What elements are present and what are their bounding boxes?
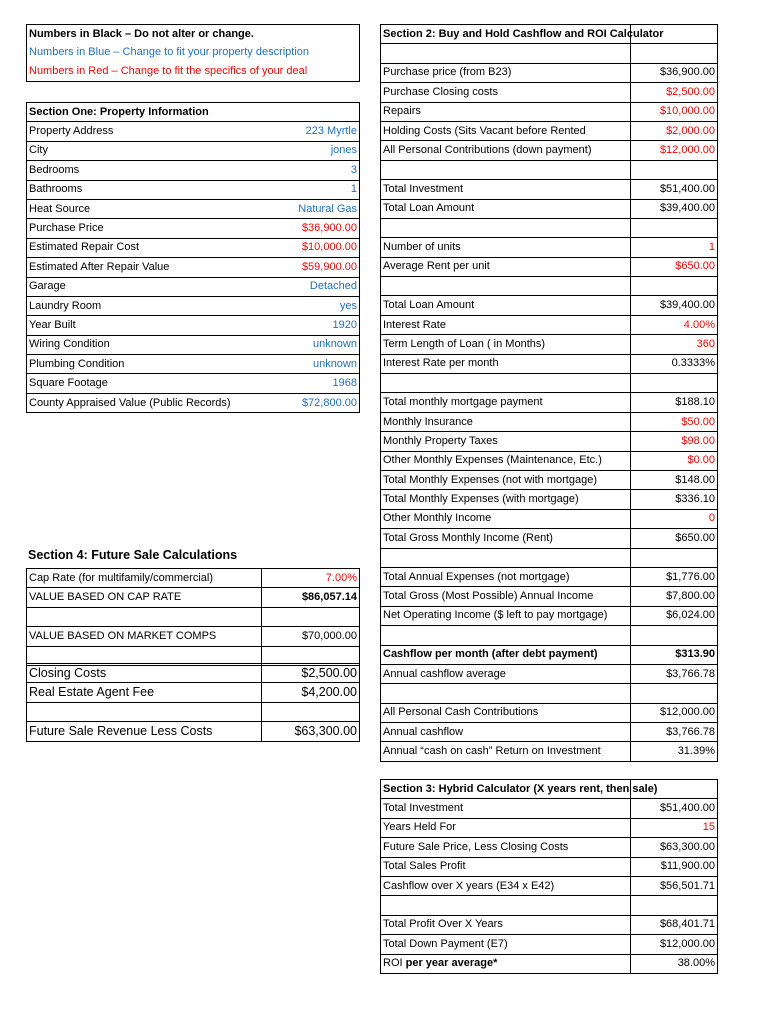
year-built-value[interactable]: 1920: [257, 316, 360, 335]
row-label: Closing Costs: [27, 664, 262, 683]
row-label: County Appraised Value (Public Records): [27, 393, 257, 412]
row-label: Property Address: [27, 122, 257, 141]
row-label: Heat Source: [27, 199, 257, 218]
table-row: [381, 509, 718, 528]
cash-on-cash-roi-value: 31.39%: [631, 742, 718, 761]
square-footage-value[interactable]: 1968: [257, 374, 360, 393]
row-label: Total Sales Profit: [381, 857, 631, 876]
row-label: Monthly Insurance: [381, 412, 631, 431]
table-row: [381, 645, 718, 664]
insurance-input[interactable]: $50.00: [631, 412, 718, 431]
row-label: Total Investment: [381, 799, 631, 818]
row-label: City: [27, 141, 257, 160]
table-row: [381, 857, 718, 876]
property-address-value[interactable]: 223 Myrtle: [257, 122, 360, 141]
row-label: Future Sale Revenue Less Costs: [27, 722, 262, 741]
closing-costs-input[interactable]: $2,500.00: [631, 83, 718, 102]
table-row: [381, 876, 718, 895]
row-label: Total Monthly Expenses (with mortgage): [381, 490, 631, 509]
other-income-input[interactable]: 0: [631, 509, 718, 528]
legend-blue: Numbers in Blue – Change to fit your property description: [27, 44, 360, 63]
total-loan-value: $39,400.00: [631, 199, 718, 218]
table-row: [381, 335, 718, 354]
row-label: Year Built: [27, 316, 257, 335]
section-four-costs-table: [26, 663, 360, 742]
section-one-table: [26, 102, 360, 413]
mortgage-payment-value: $188.10: [631, 393, 718, 412]
hybrid-total-investment-value: $51,400.00: [631, 799, 718, 818]
annual-cashflow-average-value: $3,766.78: [631, 664, 718, 683]
city-value[interactable]: jones: [257, 141, 360, 160]
table-row: [27, 335, 360, 354]
table-row: [27, 664, 360, 683]
table-row: [27, 374, 360, 393]
monthly-rate-value: 0.3333%: [631, 354, 718, 373]
row-label: Cashflow per month (after debt payment): [381, 645, 631, 664]
row-label: Term Length of Loan ( in Months): [381, 335, 631, 354]
table-row: [381, 723, 718, 742]
row-label: Total Investment: [381, 180, 631, 199]
row-label: Number of units: [381, 238, 631, 257]
row-label: Estimated Repair Cost: [27, 238, 257, 257]
legend-box: [26, 24, 360, 82]
term-length-input[interactable]: 360: [631, 335, 718, 354]
row-label: Bedrooms: [27, 161, 257, 180]
table-row: [381, 83, 718, 102]
table-row: [27, 141, 360, 160]
table-row: [27, 588, 360, 607]
table-row: [381, 470, 718, 489]
annual-cashflow-value: $3,766.78: [631, 723, 718, 742]
row-label: Purchase Closing costs: [381, 83, 631, 102]
row-label: Holding Costs (Sits Vacant before Rented: [381, 121, 631, 140]
row-label: Garage: [27, 277, 257, 296]
table-row: [27, 238, 360, 257]
table-row: [27, 683, 360, 702]
row-label: Plumbing Condition: [27, 355, 257, 374]
row-label: Monthly Property Taxes: [381, 432, 631, 451]
roi-label-rest: per year average*: [402, 957, 498, 970]
row-label: Cashflow over X years (E34 x E42): [381, 876, 631, 895]
row-label: Interest Rate per month: [381, 354, 631, 373]
annual-expenses-value: $1,776.00: [631, 567, 718, 586]
row-label: Total Loan Amount: [381, 199, 631, 218]
row-label: VALUE BASED ON MARKET COMPS: [27, 627, 262, 646]
table-row: [381, 199, 718, 218]
table-row: [27, 627, 360, 646]
table-row: [27, 161, 360, 180]
section-four-title: Section 4: Future Sale Calculations: [28, 548, 238, 562]
row-label: Total Gross (Most Possible) Annual Income: [381, 587, 631, 606]
heat-source-value[interactable]: Natural Gas: [257, 199, 360, 218]
purchase-price-calc: $36,900.00: [631, 63, 718, 82]
table-row: [27, 219, 360, 238]
row-label: VALUE BASED ON CAP RATE: [27, 588, 262, 607]
total-down-payment-value: $12,000.00: [631, 935, 718, 954]
table-row: [27, 258, 360, 277]
table-row: [27, 296, 360, 315]
legend-red: Numbers in Red – Change to fit the specifics of your deal: [27, 62, 360, 81]
row-label: Average Rent per unit: [381, 257, 631, 276]
row-label: Annual cashflow: [381, 723, 631, 742]
row-label: Total Annual Expenses (not mortgage): [381, 567, 631, 586]
row-label: Real Estate Agent Fee: [27, 683, 262, 702]
laundry-room-value[interactable]: yes: [257, 296, 360, 315]
holding-costs-input[interactable]: $2,000.00: [631, 121, 718, 140]
future-sale-revenue-value: $63,300.00: [262, 722, 360, 741]
row-label: Annual “cash on cash” Return on Investment: [381, 742, 631, 761]
row-label: Total Gross Monthly Income (Rent): [381, 529, 631, 548]
table-row: [381, 490, 718, 509]
table-row: [381, 915, 718, 934]
total-profit-value: $68,401.71: [631, 915, 718, 934]
table-row: [381, 664, 718, 683]
repair-cost-value[interactable]: $10,000.00: [257, 238, 360, 257]
row-label: Repairs: [381, 102, 631, 121]
table-row: [381, 354, 718, 373]
table-row: [27, 316, 360, 335]
row-label: Bathrooms: [27, 180, 257, 199]
table-row: [381, 567, 718, 586]
table-row: [381, 703, 718, 722]
future-sale-price-value: $63,300.00: [631, 838, 718, 857]
row-label: Cap Rate (for multifamily/commercial): [27, 569, 262, 588]
garage-value[interactable]: Detached: [257, 277, 360, 296]
after-repair-value[interactable]: $59,900.00: [257, 258, 360, 277]
table-row: [381, 818, 718, 837]
legend-black: Numbers in Black – Do not alter or change.: [27, 25, 360, 44]
repairs-input[interactable]: $10,000.00: [631, 102, 718, 121]
table-row: [27, 393, 360, 412]
row-label: Years Held For: [381, 818, 631, 837]
cap-rate-value: $86,057.14: [262, 588, 360, 607]
row-label: Net Operating Income ($ left to pay mortgage): [381, 606, 631, 625]
section-two-title: Section 2: Buy and Hold Cashflow and ROI Calculator: [381, 25, 631, 44]
table-row: [381, 432, 718, 451]
market-comps-value: $70,000.00: [262, 627, 360, 646]
cash-contributions-value: $12,000.00: [631, 703, 718, 722]
section-three-table: [380, 779, 718, 974]
bedrooms-value[interactable]: 3: [257, 161, 360, 180]
table-row: [381, 412, 718, 431]
expenses-no-mortgage-value: $148.00: [631, 470, 718, 489]
table-row: [381, 121, 718, 140]
row-label: Annual cashflow average: [381, 664, 631, 683]
row-label: Interest Rate: [381, 315, 631, 334]
rent-input[interactable]: $650.00: [631, 257, 718, 276]
monthly-cashflow-value: $313.90: [631, 645, 718, 664]
roi-label: [381, 954, 631, 973]
loan-amount-value: $39,400.00: [631, 296, 718, 315]
table-row: [381, 102, 718, 121]
row-label: Wiring Condition: [27, 335, 257, 354]
table-row: [381, 954, 718, 973]
row-label: Future Sale Price, Less Closing Costs: [381, 838, 631, 857]
row-label: All Personal Cash Contributions: [381, 703, 631, 722]
table-row: [381, 141, 718, 160]
table-row: [27, 180, 360, 199]
table-row: [381, 180, 718, 199]
section-three-title: Section 3: Hybrid Calculator (X years rent, then sale): [381, 780, 631, 799]
table-row: [27, 199, 360, 218]
row-label: Estimated After Repair Value: [27, 258, 257, 277]
table-row: [381, 451, 718, 470]
bathrooms-value[interactable]: 1: [257, 180, 360, 199]
agent-fee-value: $4,200.00: [262, 683, 360, 702]
row-label: Total Profit Over X Years: [381, 915, 631, 934]
table-row: [381, 238, 718, 257]
section-four-table: [26, 568, 360, 666]
row-label: Total Down Payment (E7): [381, 935, 631, 954]
row-label: All Personal Contributions (down payment): [381, 141, 631, 160]
table-row: [381, 315, 718, 334]
roi-per-year-value: 38.00%: [631, 954, 718, 973]
table-row: [381, 529, 718, 548]
table-row: [381, 257, 718, 276]
table-row: [27, 569, 360, 588]
row-label: Total Monthly Expenses (not with mortgage): [381, 470, 631, 489]
table-row: [381, 935, 718, 954]
units-input[interactable]: 1: [631, 238, 718, 257]
section-one-title: Section One: Property Information: [27, 103, 360, 122]
row-label: Purchase Price: [27, 219, 257, 238]
wiring-condition-value[interactable]: unknown: [257, 335, 360, 354]
annual-income-value: $7,800.00: [631, 587, 718, 606]
other-expenses-input[interactable]: $0.00: [631, 451, 718, 470]
total-investment-value: $51,400.00: [631, 180, 718, 199]
section-two-table: [380, 24, 718, 762]
table-row: [381, 838, 718, 857]
table-row: [27, 277, 360, 296]
table-row: [381, 606, 718, 625]
property-taxes-input[interactable]: $98.00: [631, 432, 718, 451]
row-label: Other Monthly Income: [381, 509, 631, 528]
table-row: [27, 122, 360, 141]
gross-monthly-income-value: $650.00: [631, 529, 718, 548]
table-row: [381, 587, 718, 606]
noi-value: $6,024.00: [631, 606, 718, 625]
row-label: Other Monthly Expenses (Maintenance, Etc.): [381, 451, 631, 470]
roi-label-lead: ROI: [383, 957, 403, 970]
row-label: Square Footage: [27, 374, 257, 393]
table-row: [27, 722, 360, 741]
table-row: [381, 393, 718, 412]
table-row: [381, 742, 718, 761]
total-sales-profit-value: $11,900.00: [631, 857, 718, 876]
table-row: [381, 63, 718, 82]
years-held-input[interactable]: 15: [631, 818, 718, 837]
sale-closing-costs-value: $2,500.00: [262, 664, 360, 683]
expenses-with-mortgage-value: $336.10: [631, 490, 718, 509]
row-label: Total monthly mortgage payment: [381, 393, 631, 412]
down-payment-input[interactable]: $12,000.00: [631, 141, 718, 160]
row-label: Laundry Room: [27, 296, 257, 315]
row-label: Purchase price (from B23): [381, 63, 631, 82]
appraised-value[interactable]: $72,800.00: [257, 393, 360, 412]
purchase-price-value[interactable]: $36,900.00: [257, 219, 360, 238]
plumbing-condition-value[interactable]: unknown: [257, 355, 360, 374]
cap-rate-input[interactable]: 7.00%: [262, 569, 360, 588]
row-label: Total Loan Amount: [381, 296, 631, 315]
table-row: [27, 355, 360, 374]
table-row: [381, 799, 718, 818]
cashflow-x-years-value: $56,501.71: [631, 876, 718, 895]
table-row: [381, 296, 718, 315]
interest-rate-input[interactable]: 4.00%: [631, 315, 718, 334]
